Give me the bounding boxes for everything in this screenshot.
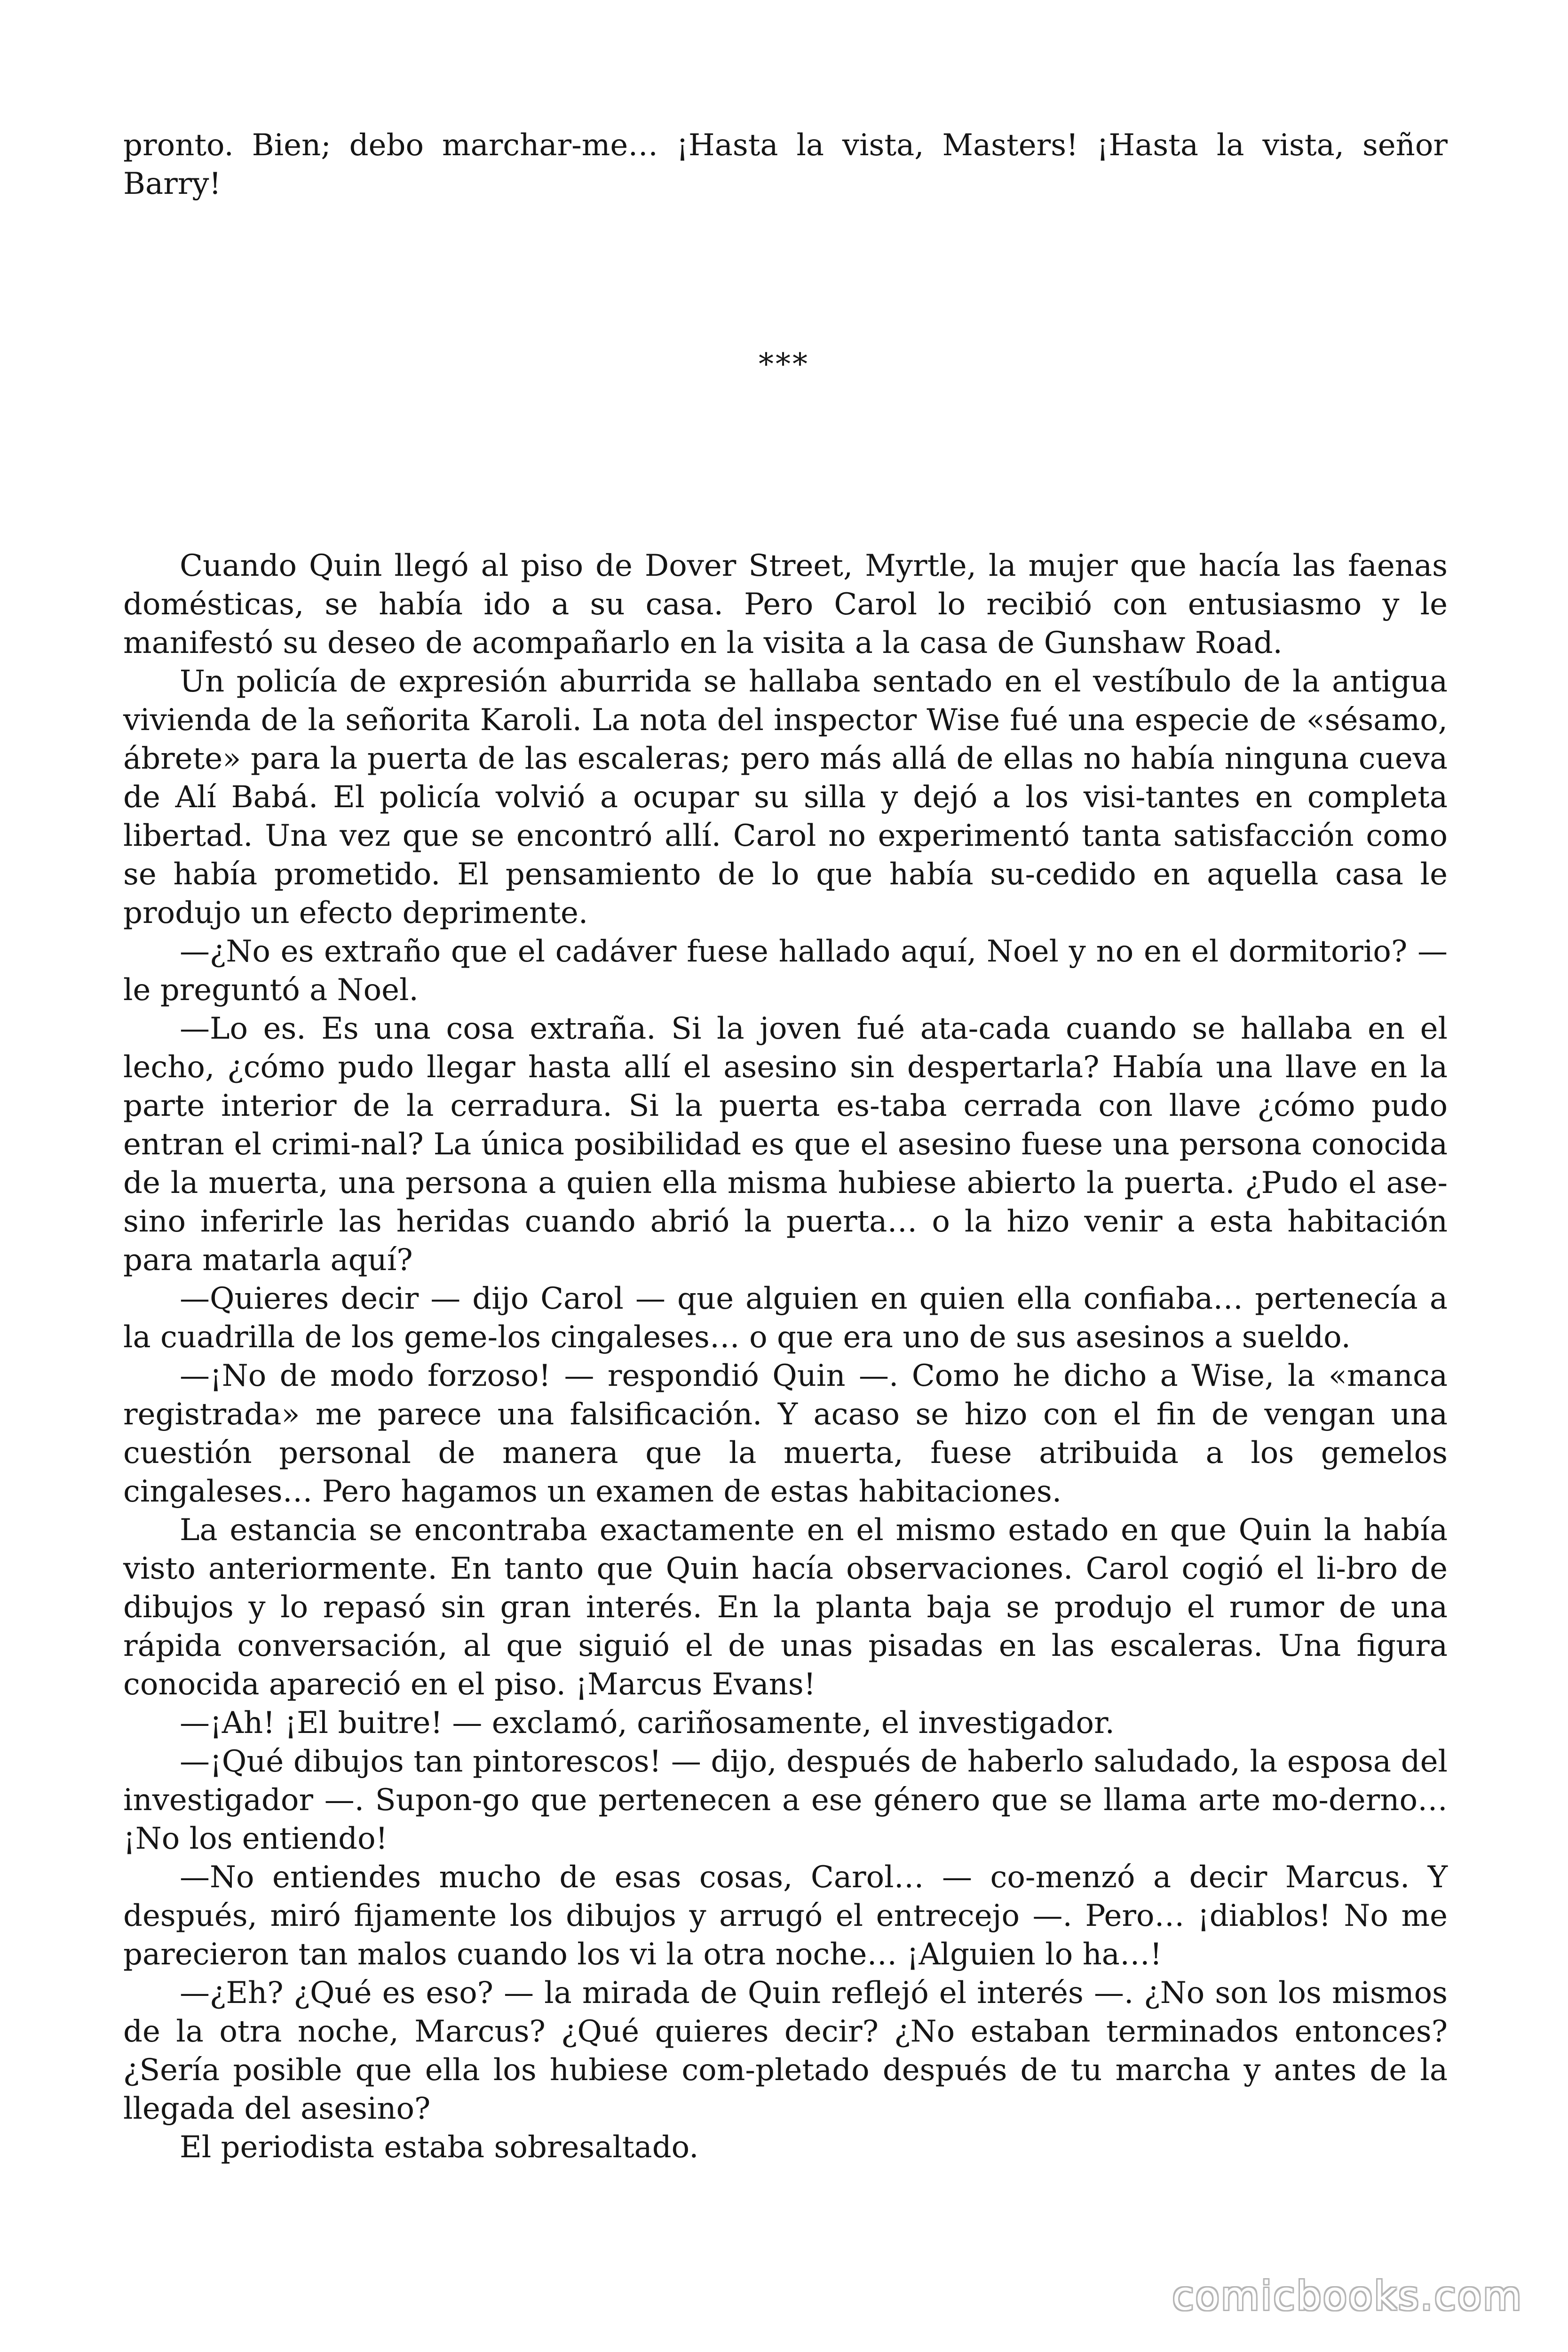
paragraph: La estancia se encontraba exactamente en el mismo estado en que Quin la había visto anteriormente. En tanto que Quin hacía observaciones. Carol cogió el li-bro de dibujos y lo repasó sin gran interés. En la planta baja se produjo el rumor de una rápida conversación, al que siguió el de unas pisadas en las escaleras. Una figura conocida apareció en el piso. ¡Marcus Evans!	[123, 1513, 1448, 1702]
paragraph: —Lo es. Es una cosa extraña. Si la joven fué ata-cada cuando se hallaba en el lecho, ¿cómo pudo llegar hasta allí el asesino sin despertarla? Había una llave en la parte interior de la cerradura. Si la puerta es-taba cerrada con llave ¿cómo pudo entran el crimi-nal? La única posibilidad es que el asesino fuese una persona conocida de la muerta, una persona a quien ella misma hubiese abierto la puerta. ¿Pudo el ase-sino inferirle las heridas cuando abrió la puerta… o la hizo venir a esta habitación para matarla aquí?	[123, 1011, 1448, 1278]
paragraph: —¡No de modo forzoso! — respondió Quin —. Como he dicho a Wise, la «manca registrada» me parece una falsificación. Y acaso se hizo con el fin de vengan una cuestión personal de manera que la muerta, fuese atribuida a los gemelos cingaleses… Pero hagamos un examen de estas habitaciones.	[123, 1359, 1448, 1509]
paragraph: —No entiendes mucho de esas cosas, Carol… — co-menzó a decir Marcus. Y después, miró fijamente los dibujos y arrugó el entrecejo —. Pero… ¡diablos! No me parecieron tan malos cuando los vi la otra noche… ¡Alguien lo ha…!	[123, 1860, 1448, 1972]
paragraph: Un policía de expresión aburrida se hallaba sentado en el vestíbulo de la antigua vivienda de la señorita Karoli. La nota del inspector Wise fué una especie de «sésamo, ábrete» para la puerta de las escaleras; pero más allá de ellas no había ninguna cueva de Alí Babá. El policía volvió a ocupar su silla y dejó a los visi-tantes en completa libertad. Una vez que se encontró allí. Carol no experimentó tanta satisfacción como se había prometido. El pensamiento de lo que había su-cedido en aquella casa le produjo un efecto deprimente.	[123, 664, 1448, 930]
watermark: comicbooks.com	[1172, 2273, 1523, 2319]
page-top-text	[123, 126, 1448, 203]
paragraph: Cuando Quin llegó al piso de Dover Street, Myrtle, la mujer que hacía las faenas domésticas, se había ido a su casa. Pero Carol lo recibió con entusiasmo y le manifestó su deseo de acompañarlo en la visita a la casa de Gunshaw Road.	[123, 548, 1448, 660]
section-separator: ***	[759, 347, 809, 382]
paragraph: —¿No es extraño que el cadáver fuese hallado aquí, Noel y no en el dormitorio? — le preguntó a Noel.	[123, 934, 1448, 1008]
paragraph: —¿Eh? ¿Qué es eso? — la mirada de Quin reflejó el interés —. ¿No son los mismos de la otra noche, Marcus? ¿Qué quieres decir? ¿No estaban terminados entonces? ¿Sería posible que ella los hubiese com-pletado después de tu marcha y antes de la llegada del asesino?	[123, 1976, 1448, 2126]
paragraph: El periodista estaba sobresaltado.	[180, 2130, 699, 2165]
paragraph: —¡Qué dibujos tan pintorescos! — dijo, después de haberlo saludado, la esposa del investigador —. Supon-go que pertenecen a ese género que se llama arte mo-derno… ¡No los entiendo!	[123, 1744, 1448, 1856]
top-paragraph: pronto. Bien; debo marchar-me… ¡Hasta la vista, Masters! ¡Hasta la vista, señor Barry!	[123, 128, 1448, 201]
paragraph: —Quieres decir — dijo Carol — que alguien en quien ella confiaba… pertenecía a la cuadrilla de los geme-los cingaleses… o que era uno de sus asesinos a sueldo.	[123, 1281, 1448, 1355]
paragraph: —¡Ah! ¡El buitre! — exclamó, cariñosamente, el investigador.	[180, 1706, 1115, 1740]
main-text	[123, 547, 1448, 2167]
